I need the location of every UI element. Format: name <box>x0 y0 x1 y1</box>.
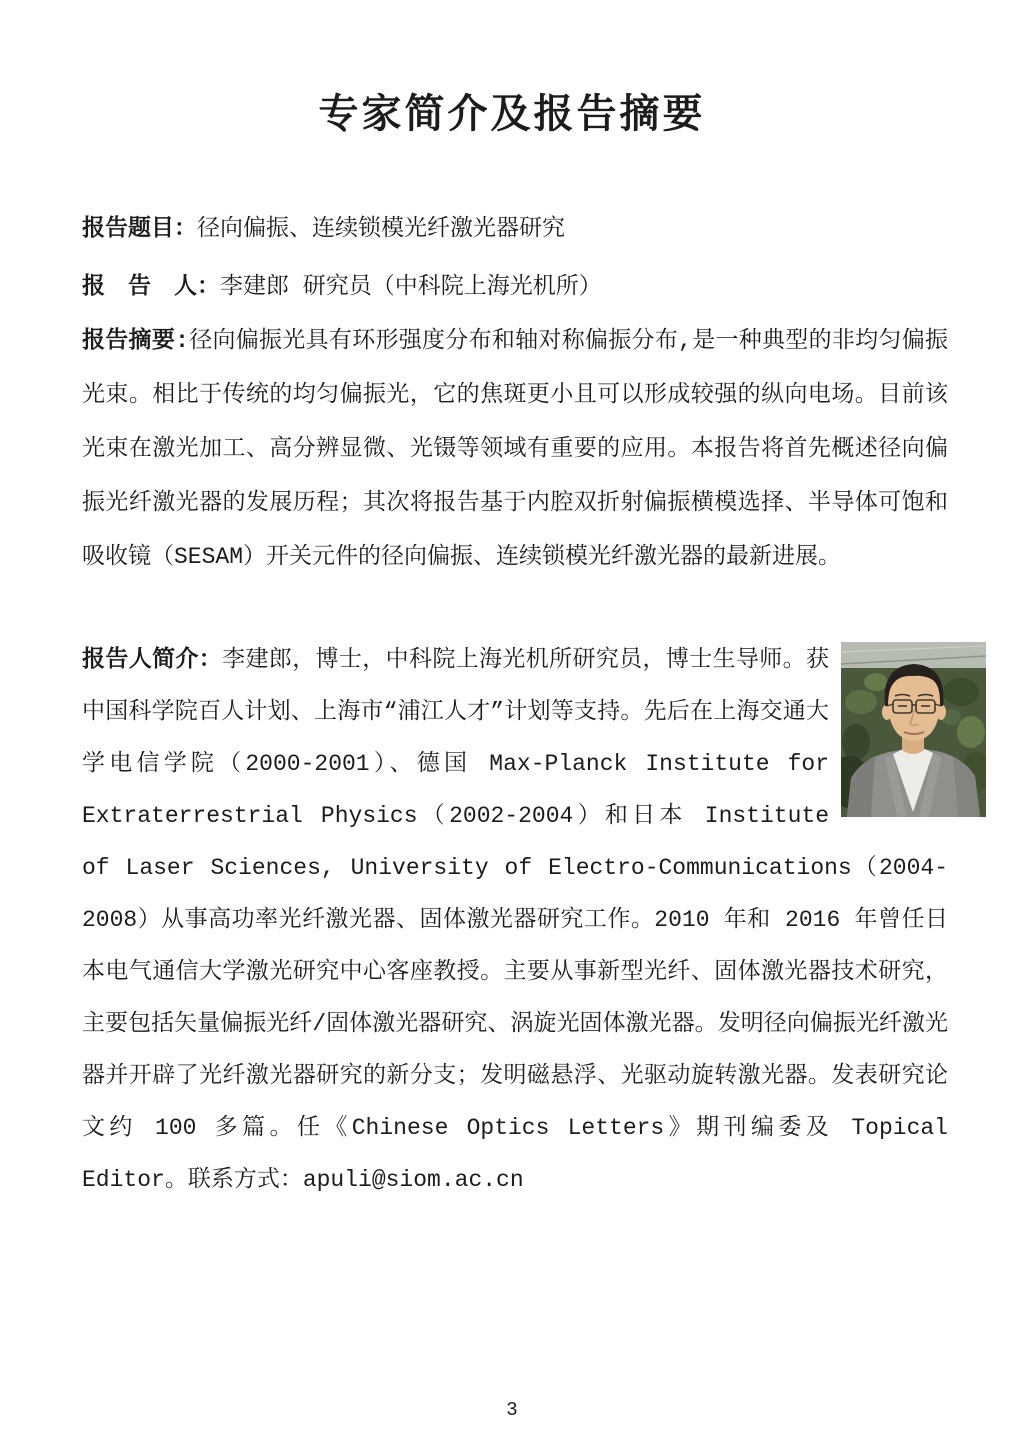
report-title-label: 报告题目： <box>82 216 197 242</box>
bio-paragraph <box>82 634 948 1206</box>
speaker-photo <box>841 642 986 817</box>
page-content <box>82 212 948 1206</box>
abstract-text: 径向偏振光具有环形强度分布和轴对称偏振分布,是一种典型的非均匀偏振光束。相比于传统的均匀偏振光，它的焦斑更小且可以形成较强的纵向电场。目前该光束在激光加工、高分辨显微、光镊等领域有重要的应用。本报告将首先概述径向偏振光纤激光器的发展历程；其次将报告基于内腔双折射偏振横模选择、半导体可饱和吸收镜（SESAM）开关元件的径向偏振、连续锁模光纤激光器的最新进展。 <box>82 328 948 570</box>
abstract-paragraph <box>82 314 948 584</box>
speaker-value: 李建郎 研究员（中科院上海光机所） <box>220 274 602 300</box>
report-title-value: 径向偏振、连续锁模光纤激光器研究 <box>197 216 565 242</box>
bio-label: 报告人简介： <box>82 647 223 673</box>
field-speaker <box>82 270 948 304</box>
speaker-photo-image <box>841 642 986 817</box>
speaker-label: 报 告 人： <box>82 274 220 300</box>
page-title: 专家简介及报告摘要 <box>318 95 706 140</box>
field-report-title <box>82 212 948 246</box>
page-number: 3 <box>506 1399 518 1421</box>
abstract-label: 报告摘要: <box>82 328 189 354</box>
bio-text: 李建郎，博士，中科院上海光机所研究员，博士生导师。获中国科学院百人计划、上海市“浦江人才”计划等支持。先后在上海交通大学电信学院（2000-2001）、德国 Max-Planck Institute for Extraterrestrial Physics（2002-2004）和日本 Institute of Laser Sciences, University of Electro-Communications（2004-2008）从事高功率光纤激光器、固体激光器研究工作。2010 年和 2016 年曾任日本电气通信大学激光研究中心客座教授。主要从事新型光纤、固体激光器技术研究，主要包括矢量偏振光纤/固体激光器研究、涡旋光固体激光器。发明径向偏振光纤激光器并开辟了光纤激光器研究的新分支；发明磁悬浮、光驱动旋转激光器。发表研究论文约 100 多篇。任《Chinese Optics Letters》期刊编委及 Topical Editor。联系方式：apuli@siom.ac.cn <box>82 647 948 1193</box>
